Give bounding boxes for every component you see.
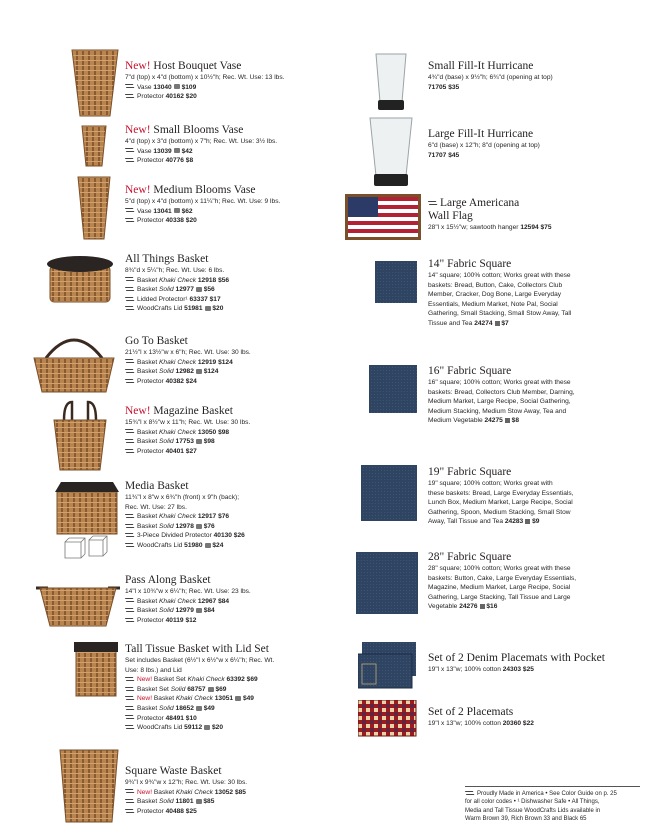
dishwasher-icon xyxy=(174,208,180,213)
made-in-america-icon xyxy=(465,791,474,796)
small-hurricane-image xyxy=(372,52,410,112)
magazine-basket-image xyxy=(50,400,110,472)
made-in-america-icon xyxy=(125,598,134,603)
media-entry: Media Basket 11¾"l x 8"w x 6¾"h (front) x 9"h (back); Rec. Wt. Use: 27 lbs. Basket Khaki Check 12917 $76 Basket Solid 12978 $76 3-Piece Divided Protector 40130 $26 WoodCrafts Lid 51980 $24 xyxy=(125,480,245,549)
denim-color-swatch xyxy=(505,418,510,423)
dishwasher-icon xyxy=(196,706,202,711)
new-badge: New! xyxy=(125,60,151,72)
made-in-america-icon xyxy=(125,608,134,613)
made-in-america-icon xyxy=(125,429,134,434)
pass-along-entry: Pass Along Basket 14"l x 10¾"w x 6¼"h; Rec. Wt. Use: 23 lbs. Basket Khaki Check 12967 $84 Basket Solid 12979 $84 Protector 40119 $12 xyxy=(125,574,251,624)
made-in-america-icon xyxy=(125,696,134,701)
go-to-entry: Go To Basket 21½"l x 13½"w x 6"h; Rec. Wt. Use: 30 lbs. Basket Khaki Check 12919 $124 Basket Solid 12982 $124 Protector 40382 $24 xyxy=(125,335,251,385)
denim-placemats-image xyxy=(358,640,418,692)
dishwasher-icon xyxy=(196,608,202,613)
small-hurricane-entry: Small Fill-It Hurricane 4¾"d (base) x 9½"h; 6¾"d (opening at top) 71705 $35 xyxy=(428,60,553,91)
dishwasher-icon xyxy=(174,148,180,153)
made-in-america-icon xyxy=(125,799,134,804)
made-in-america-icon xyxy=(125,514,134,519)
made-in-america-icon xyxy=(125,369,134,374)
made-in-america-icon xyxy=(125,449,134,454)
magazine-entry: New! Magazine Basket 15¾"l x 8½"w x 11"h; Rec. Wt. Use: 30 lbs. Basket Khaki Check 13050 $98 Basket Solid 17753 $98 Protector 40401 $27 xyxy=(125,405,251,455)
media-basket-image xyxy=(55,480,119,566)
dishwasher-icon xyxy=(235,696,241,701)
large-hurricane-entry: Large Fill-It Hurricane 6"d (base) x 12"h; 8"d (opening at top) 71707 $45 xyxy=(428,128,540,159)
fabric-square-19-image xyxy=(360,464,418,522)
fabric-16-entry: 16" Fabric Square 16" square; 100% cotton; Works great with these baskets: Bread, Collectors Club Member, Darning, Medium Market, Large Recipe, Social Gathering, Medium Stacking, Medium Stow Away, Tea and Medium Vegetable 24275 $8 xyxy=(428,365,575,425)
made-in-america-icon xyxy=(125,524,134,529)
dishwasher-icon xyxy=(208,687,214,692)
go-to-basket-image xyxy=(28,326,120,396)
made-in-america-icon xyxy=(125,677,134,682)
sku-line: Vase 13040 $109 xyxy=(125,83,355,93)
fabric-square-16-image xyxy=(368,364,418,414)
made-in-america-icon xyxy=(125,543,134,548)
dishwasher-icon xyxy=(205,543,211,548)
all-things-entry: All Things Basket 8¾"d x 5¼"h; Rec. Wt. Use: 6 lbs. Basket Khaki Check 12918 $56 Basket Solid 12977 $56 Lidded Protector¹ 63337 $17 WoodCrafts Lid 51981 $20 xyxy=(125,253,230,313)
placemats-entry: Set of 2 Placemats 19"l x 13"w; 100% cotton 20360 $22 xyxy=(428,706,534,727)
made-in-america-icon xyxy=(428,201,437,206)
new-badge: New! xyxy=(125,405,151,417)
made-in-america-icon xyxy=(125,277,134,282)
dishwasher-icon xyxy=(196,369,202,374)
dishwasher-icon xyxy=(174,84,180,89)
product-title: New! Host Bouquet Vase xyxy=(125,60,242,72)
fabric-14-entry: 14" Fabric Square 14" square; 100% cotton; Works great with these baskets: Bread, Button, Cake, Collectors Club Member, Cracker, Dog Bone, Large Everyday Essentials, Medium Market, Note Pal, Social Gathering, Small Stacking, Small Stow Away, Tall Tissue and Tea 24274 $7 xyxy=(428,258,572,327)
pass-along-basket-image xyxy=(34,578,122,630)
host-vase-image xyxy=(70,48,120,118)
made-in-america-icon xyxy=(125,94,134,99)
small-blooms-entry: New! Small Blooms Vase 4"d (top) x 3"d (bottom) x 7"h; Rec. Wt. Use: 3½ lbs. Vase 13039 $42 Protector 40776 $8 xyxy=(125,124,278,165)
made-in-america-icon xyxy=(125,533,134,538)
tall-tissue-basket-image xyxy=(72,640,120,698)
made-in-america-icon xyxy=(125,715,134,720)
made-in-america-icon xyxy=(125,725,134,730)
dishwasher-icon xyxy=(196,524,202,529)
new-badge: New! xyxy=(125,124,151,136)
made-in-america-icon xyxy=(125,379,134,384)
square-waste-basket-image xyxy=(58,746,120,824)
product-dimensions: 7"d (top) x 4"d (bottom) x 10½"h; Rec. Wt. Use: 13 lbs. xyxy=(125,74,285,81)
made-in-america-icon xyxy=(125,84,134,89)
made-in-america-icon xyxy=(125,287,134,292)
denim-placemats-entry: Set of 2 Denim Placemats with Pocket 19"l x 13"w; 100% cotton 24303 $25 xyxy=(428,652,605,673)
dishwasher-icon xyxy=(205,306,211,311)
flag-entry: Large Americana Wall Flag 28"l x 15½"w; sawtooth hanger 12594 $75 xyxy=(428,197,552,231)
made-in-america-icon xyxy=(125,148,134,153)
dishwasher-icon xyxy=(196,287,202,292)
tall-tissue-entry: Tall Tissue Basket with Lid Set Set includes Basket (6½"l x 6½"w x 6¼"h; Rec. Wt. Use: 8 lbs.) and Lid New! Basket Set Khaki Check 63392 $69 Basket Set Solid 68757 $69 New! Basket Khaki Check 13051 $49 Basket Solid 18652 $49 Protector 48491 $10 WoodCrafts Lid 59112 $20 xyxy=(125,643,275,732)
plaid-placemats-image xyxy=(358,700,418,738)
dishwasher-icon xyxy=(204,725,210,730)
americana-flag-image xyxy=(345,194,421,240)
made-in-america-icon xyxy=(125,618,134,623)
dishwasher-icon xyxy=(196,439,202,444)
small-blooms-vase-image xyxy=(80,124,108,168)
denim-color-swatch xyxy=(525,519,530,524)
fabric-19-entry: 19" Fabric Square 19" square; 100% cotton; Works great with these baskets: Bread, Large Everyday Essentials, Lunch Box, Medium Market, Large Recipe, Social Gathering, Spoon, Medium Stacking, Small Stow Away, Tall Tissue and Tea 24283 $9 xyxy=(428,466,574,526)
sku-line: Protector 40162 $20 xyxy=(125,92,355,102)
denim-color-swatch xyxy=(495,321,500,326)
made-in-america-icon xyxy=(125,359,134,364)
host-vase-entry xyxy=(125,60,355,102)
made-in-america-icon xyxy=(125,706,134,711)
made-in-america-icon xyxy=(125,218,134,223)
large-hurricane-image xyxy=(366,116,416,188)
made-in-america-icon xyxy=(125,297,134,302)
made-in-america-icon xyxy=(125,306,134,311)
footnote: Proudly Made in America • See Color Guide on p. 25 for all color codes • ¹ Dishwasher Safe • All Things, Media and Tall Tissue WoodCrafts Lids available in Warm Brown 39, Rich Brown 33 and Black 65 xyxy=(465,786,640,824)
fabric-28-entry: 28" Fabric Square 28" square; 100% cotton; Works great with these baskets: Button, Cake, Large Everyday Essentials, Magazine, Medium Market, Large Recipe, Social Gathering, Large Stacking, Tall Tissue and Large Vegetable 24276 $16 xyxy=(428,551,577,611)
made-in-america-icon xyxy=(125,208,134,213)
fabric-square-28-image xyxy=(355,551,419,615)
new-badge: New! xyxy=(125,184,151,196)
made-in-america-icon xyxy=(125,687,134,692)
made-in-america-icon xyxy=(125,439,134,444)
denim-color-swatch xyxy=(480,604,485,609)
made-in-america-icon xyxy=(125,809,134,814)
square-waste-entry: Square Waste Basket 9¾"l x 9¾"w x 12"h; Rec. Wt. Use: 30 lbs. New! Basket Khaki Check 13052 $85 Basket Solid 11801 $85 Protector 40488 $25 xyxy=(125,765,248,815)
all-things-basket-image xyxy=(46,254,114,304)
fabric-square-14-image xyxy=(374,260,418,304)
dishwasher-icon xyxy=(196,799,202,804)
made-in-america-icon xyxy=(125,158,134,163)
made-in-america-icon xyxy=(125,789,134,794)
medium-blooms-entry: New! Medium Blooms Vase 5"d (top) x 4"d (bottom) x 11¼"h; Rec. Wt. Use: 9 lbs. Vase 13041 $62 Protector 40338 $20 xyxy=(125,184,281,225)
medium-blooms-vase-image xyxy=(76,175,112,241)
